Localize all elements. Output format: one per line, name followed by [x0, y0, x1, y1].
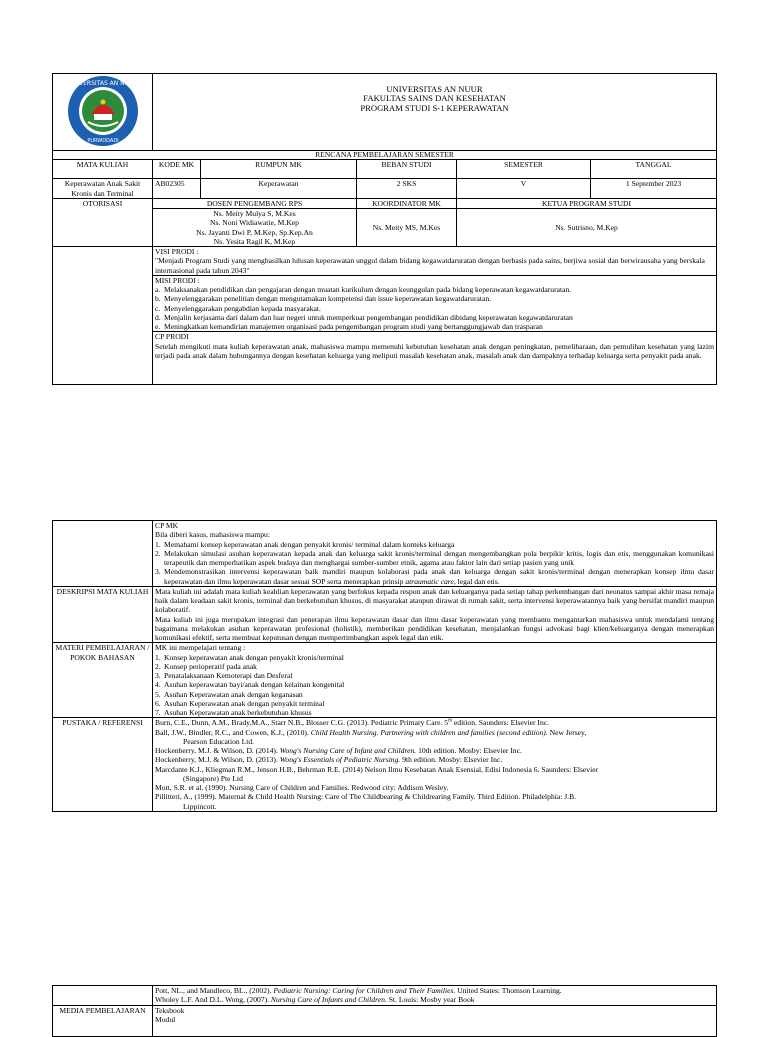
list-item: 3. Mendemonstrasikan intervensi keperawatan baik mandiri maupun kolaborasi pada anak dan keluarga dengan sakit kronis/terminal dengan menerapkan konsep ilmu dasar keperawatan dan ilmu keperawatan dasar sesuai SOP serta menerapkan prinsip atraumatic care, legal dan etis.: [155, 567, 714, 586]
list-item: 1. Konsep keperawatan anak dengan penyakit kronis/terminal: [155, 652, 344, 662]
cp-prodi-text: Setelah mengikuti mata kuliah keperawatan anak, mahasiswa mampu memenuhi kebutuhan kesehatan anak dengan peningkatan, pemeliharaan, dan pemulihan kesehatan yang lazim terjadi pada anak dalam hubungannya dengan kesehatan keluarga yang meliputi masalah kesehatan anak, masalah anak dan dampaknya terhadap keluarga serta penyakit pada anak.: [155, 341, 715, 360]
misi-cell: [153, 275, 717, 332]
cp-mk-cell: [153, 521, 717, 587]
deskripsi-cell: [153, 586, 717, 643]
dosen-label: DOSEN PENGEMBANG RPS: [153, 198, 357, 208]
media-item: Teksbook: [155, 1005, 185, 1015]
reference-item: Mott, S.R. et al. (1990). Nursing Care of Children and Families. Redwood city: Addison Wesley.: [155, 783, 449, 792]
list-item: 6. Asuhan Keperawatan anak dengan penyakit terminal: [155, 698, 325, 708]
reference-item: Burn, C.E., Dunn, A.M., Brady,M.A., Starr N.B., Blosser C.G. (2013). Pediatric Primary Care. 5th edition. Saunders: Elsevier Inc.: [155, 718, 550, 728]
list-item: 2. Melakukan simulasi asuhan keperawatan kepada anak dan keluarga sakit kronis/terminal dengan mengembangkan pola berpikir kritis, logis dan etis, menggunakan komunikasi terapeutik dan memperhatikan aspek budaya dan menghargai sumber-sumber etnik, agama atau faktor lain dari setiap pasien yang unik: [155, 548, 714, 567]
program-name: PROGRAM STUDI S-1 KEPERAWATAN: [360, 102, 509, 113]
reference-item: Ball, J.W., Bindler, R.C., and Cowen, K.J., (2010). Child Health Nursing. Partnering with children and families (second edition). New Jersey,: [155, 727, 587, 737]
cp-mk-left: [53, 521, 153, 587]
list-item: 3. Penatalaksanaan Kemoterapi dan Desferal: [155, 671, 293, 680]
cp-mk-intro: Bila diberi kasus, mahasiswa mampu:: [155, 530, 270, 540]
reference-item: Marcdante K.J., Kliegman R.M., Jenson H.B., Behrman R.E. (2014) Nelson Ilmu Kesehatan Anak Esensial, Edisi Indonesia 6. Saunders: Elsevier: [155, 764, 599, 774]
reference-continuation: (Singapore) Pte Ltd: [183, 773, 243, 783]
visi-cell: [153, 247, 717, 276]
media-label: MEDIA PEMBELAJARAN: [53, 1005, 153, 1036]
reference-item: Wholey L.F. And D.L. Wong, (2007). Nursing Care of Infants and Children. St. Louis: Mosby year Book: [155, 995, 475, 1005]
dosen-item: Ns. Noni Widiawatie, M.Kep: [210, 218, 299, 228]
rps-content-table: [52, 520, 717, 812]
cp-prodi-label: CP PRODI: [155, 332, 189, 342]
rps-header-table: [52, 73, 717, 385]
rps-continuation-table: [52, 985, 717, 1037]
svg-text:PURWODADI: PURWODADI: [86, 138, 119, 144]
reference-item: Pott, NL., and Mandleco, BL., (2002). Pediatric Nursing: Caring for Children and Their Families. United States: Thomson Learning.: [155, 986, 562, 995]
dosen-item: Ns. Jayanti Dwi P, M.Kep, Sp.Kep.An: [196, 227, 313, 237]
reference-continuation: Pearson Education Ltd.: [183, 736, 255, 746]
col-mk: MATA KULIAH: [53, 160, 153, 179]
list-item: e. Meningkatkan kemandirian manajemen organisasi pada pengembangan program studi yang bertanggungjawab dan trasparan: [155, 322, 543, 331]
visi-text: "Menjadi Program Studi yang menghasilkan lulusan keperawatan unggul dalam bidang kegawatdaruratan dengan berbasis pada sains, berjiwa sosial dan berwirausaha yang berskala internasional pada tahun 2043": [155, 256, 705, 275]
materi-label: MATERI PEMBELAJARAN / POKOK BAHASAN: [53, 643, 153, 718]
col-rumpun: RUMPUN MK: [201, 160, 357, 179]
col-kode: KODE MK: [153, 160, 201, 179]
deskripsi-label: DESKRIPSI MATA KULIAH: [53, 586, 153, 643]
university-name: UNIVERSITAS AN NUUR: [386, 84, 483, 94]
list-item: a. Melaksanakan pendidikan dan pengajaran dengan muatan kurikulum dengan keunggulan pada bidang keperawatan kegawatdaruratan.: [155, 285, 572, 294]
col-tanggal: TANGGAL: [591, 160, 717, 179]
dosen-list: [153, 209, 357, 247]
list-item: 5. Asuhan Keperawatan anak dengan keganasan: [155, 689, 303, 699]
list-item: b. Menyelenggarakan penelitian dengan mengutamakan kompetensi dan issue keperawatan kegawatdaruratan.: [155, 294, 492, 304]
course-code: AB02305: [153, 179, 201, 199]
rps-title: RENCANA PEMBELAJARAN SEMESTER: [53, 151, 717, 160]
list-item: 2. Konsep perioperatif pada anak: [155, 661, 257, 671]
course-rumpun: Keperawatan: [201, 179, 357, 199]
svg-text:UNIVERSITAS AN NUUR: UNIVERSITAS AN NUUR: [67, 80, 138, 87]
course-date: 1 September 2023: [591, 179, 717, 199]
list-item: d. Menjalin kerjasama dari dalam dan luar negeri untuk memperkuat pengembangan pendidikan dibidang keperawatan kegawatdaruratan: [155, 312, 573, 322]
cp-mk-label: CP MK: [155, 521, 179, 530]
list-item: c. Menyelenggarakan pengabdian kepada masyarakat.: [155, 303, 321, 313]
course-beban: 2 SKS: [357, 179, 457, 199]
media-cell: [153, 1005, 717, 1036]
deskripsi-p2: Mata kuliah ini juga merupakan integrasi dan penerapan ilmu keperawatan dasar dan ilmu dasar keperawatan yang membantu mengantarkan mahasiswa untuk mendalami tentang bagaimana melakukan asuhan keperawatan profesional (holistik), memberikan pendidikan kesehatan, menjalankan fungsi advokasi bagi klien/keluarganya dengan menerapkan komunikasi efektif, serta membuat keputusan dengan mempertimbangkan aspek legal dan etik.: [155, 614, 714, 642]
reference-continuation: Lippincott.: [183, 801, 217, 811]
ketua-label: KETUA PROGRAM STUDI: [457, 198, 717, 208]
koordinator-label: KOORDINATOR MK: [357, 198, 457, 208]
koordinator-name: Ns. Meity MS, M.Kes: [357, 209, 457, 247]
pustaka-cell: [153, 718, 717, 812]
materi-intro: MK ini mempelajari tentang :: [155, 643, 246, 653]
col-semester: SEMESTER: [457, 160, 591, 179]
institution-heading: [153, 74, 717, 151]
dosen-item: Ns. Meity Mulya S, M.Kes: [213, 209, 296, 218]
visi-label: VISI PRODI :: [155, 247, 199, 256]
pustaka-label: PUSTAKA / REFERENSI: [53, 718, 153, 812]
reference-item: Hockenberry, M.J. & Wilson, D. (2014). Wong's Nursing Care of Infant and Children. 10th edition. Mosby: Elsevier Inc.: [155, 746, 522, 755]
university-logo: [66, 74, 140, 148]
course-semester: V: [457, 179, 591, 199]
list-item: 7. Asuhan Keperawatan anak berkebutuhan khusus: [155, 708, 312, 717]
otorisasi-label: OTORISASI: [53, 198, 153, 246]
logo-cell: [53, 74, 153, 151]
col-beban: BEBAN STUDI: [357, 160, 457, 179]
reference-item: Hockenberry, M.J. & Wilson, D. (2013). Wong's Essentials of Pediatric Nursing. 9th edition. Mosby: Elsevier Inc.: [155, 755, 503, 765]
continuation-refs: [153, 986, 717, 1006]
continuation-left: [53, 986, 153, 1006]
list-item: 4. Asuhan keperawatan bayi/anak dengan kelainan kongenital: [155, 680, 345, 690]
faculty-name: FAKULTAS SAINS DAN KESEHATAN: [363, 93, 506, 104]
ketua-name: Ns. Sutrisno, M.Kep: [457, 209, 717, 247]
misi-label: MISI PRODI :: [155, 275, 200, 285]
media-item: Modul: [155, 1014, 176, 1024]
course-name: Keperawatan Anak Sakit Kronis dan Terminal: [53, 179, 153, 199]
dosen-item: Ns. Yesita Ragil K, M.Kep: [213, 236, 296, 246]
reference-item: Pillitteri, A., (1999). Maternal & Child Health Nursing: Care of The Childbearing & Childrearing Family. Third Edition. Philadelphia: J.B.: [155, 792, 577, 802]
materi-cell: [153, 643, 717, 718]
empty-left-cell: [53, 247, 153, 385]
deskripsi-p1: Mata kuliah ini adalah mata kuliah keahlian keperawatan yang berfokus kepada respon anak dan keluarganya pada setiap tahap perkembangan dari neonatus sampai akhir masa remaja baik dalam keadaan sakit kronis, terminal dan berkebutuhan khusus, di masyarakat ataupun dirawat di rumah sakit, serta intervensi keperawatannya baik yang bersifat mandiri maupun kolaboratif.: [155, 586, 714, 615]
cp-prodi-cell: [153, 332, 717, 385]
list-item: 1. Memahami konsep keperawatan anak dengan penyakit kronis/ terminal dalam konteks keluarga: [155, 539, 455, 549]
